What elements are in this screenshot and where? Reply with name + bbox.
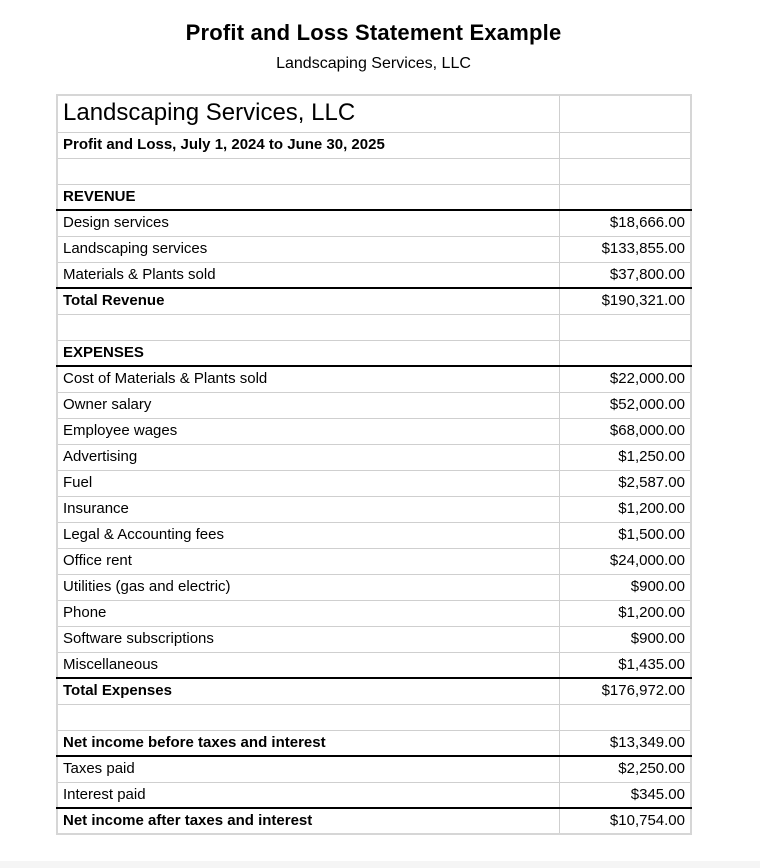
row-amount (559, 132, 691, 158)
row-label: Total Expenses (57, 678, 559, 704)
table-row (57, 808, 691, 834)
table-row (57, 158, 691, 184)
row-label: Cost of Materials & Plants sold (57, 366, 559, 392)
row-label: Landscaping services (57, 236, 559, 262)
table-row (57, 678, 691, 704)
row-label: Taxes paid (57, 756, 559, 782)
row-amount: $2,587.00 (559, 470, 691, 496)
row-amount: $2,250.00 (559, 756, 691, 782)
row-amount: $52,000.00 (559, 392, 691, 418)
table-row (57, 314, 691, 340)
row-amount: $22,000.00 (559, 366, 691, 392)
table-row (57, 418, 691, 444)
row-amount: $133,855.00 (559, 236, 691, 262)
row-label: Design services (57, 210, 559, 236)
table-row (57, 574, 691, 600)
row-amount: $190,321.00 (559, 288, 691, 314)
table-row (57, 496, 691, 522)
page-title: Profit and Loss Statement Example (185, 20, 562, 45)
row-amount: $1,250.00 (559, 444, 691, 470)
table-row (57, 470, 691, 496)
table-row (57, 132, 691, 158)
table-row (57, 340, 691, 366)
row-amount: $68,000.00 (559, 418, 691, 444)
row-amount (559, 704, 691, 730)
row-label: Materials & Plants sold (57, 262, 559, 288)
row-amount (559, 340, 691, 366)
row-label: Advertising (57, 444, 559, 470)
page-header (57, 20, 690, 73)
table-row (57, 756, 691, 782)
row-label: Landscaping Services, LLC (57, 95, 559, 132)
table-row (57, 444, 691, 470)
table-row (57, 652, 691, 678)
page-subtitle: Landscaping Services, LLC (276, 55, 471, 72)
row-label: Employee wages (57, 418, 559, 444)
row-label: Fuel (57, 470, 559, 496)
table-row (57, 392, 691, 418)
table-row (57, 95, 691, 132)
row-amount: $1,200.00 (559, 600, 691, 626)
row-amount: $1,200.00 (559, 496, 691, 522)
row-amount: $24,000.00 (559, 548, 691, 574)
row-label: Total Revenue (57, 288, 559, 314)
row-label (57, 704, 559, 730)
row-amount: $900.00 (559, 626, 691, 652)
row-amount (559, 314, 691, 340)
pl-statement-table (56, 94, 692, 835)
row-label: REVENUE (57, 184, 559, 210)
row-amount: $176,972.00 (559, 678, 691, 704)
table-row (57, 210, 691, 236)
row-amount: $1,435.00 (559, 652, 691, 678)
table-row (57, 782, 691, 808)
row-label: EXPENSES (57, 340, 559, 366)
table-row (57, 522, 691, 548)
row-label: Profit and Loss, July 1, 2024 to June 30, 2025 (57, 132, 559, 158)
row-label: Miscellaneous (57, 652, 559, 678)
row-amount: $10,754.00 (559, 808, 691, 834)
table-row (57, 626, 691, 652)
row-amount: $13,349.00 (559, 730, 691, 756)
row-label: Phone (57, 600, 559, 626)
table-row (57, 600, 691, 626)
window-bottom-edge (0, 861, 760, 868)
row-label: Owner salary (57, 392, 559, 418)
row-label (57, 158, 559, 184)
table-row (57, 184, 691, 210)
row-amount (559, 158, 691, 184)
table-row (57, 730, 691, 756)
row-label: Utilities (gas and electric) (57, 574, 559, 600)
row-label: Software subscriptions (57, 626, 559, 652)
row-amount: $37,800.00 (559, 262, 691, 288)
row-label: Legal & Accounting fees (57, 522, 559, 548)
row-amount: $18,666.00 (559, 210, 691, 236)
row-amount: $900.00 (559, 574, 691, 600)
row-amount (559, 95, 691, 132)
row-label: Insurance (57, 496, 559, 522)
row-label (57, 314, 559, 340)
pl-table-body (57, 95, 691, 834)
table-row (57, 366, 691, 392)
row-label: Net income after taxes and interest (57, 808, 559, 834)
table-row (57, 704, 691, 730)
row-amount: $345.00 (559, 782, 691, 808)
row-label: Office rent (57, 548, 559, 574)
row-label: Net income before taxes and interest (57, 730, 559, 756)
row-amount (559, 184, 691, 210)
table-row (57, 288, 691, 314)
row-amount: $1,500.00 (559, 522, 691, 548)
table-row (57, 236, 691, 262)
table-row (57, 262, 691, 288)
table-row (57, 548, 691, 574)
row-label: Interest paid (57, 782, 559, 808)
